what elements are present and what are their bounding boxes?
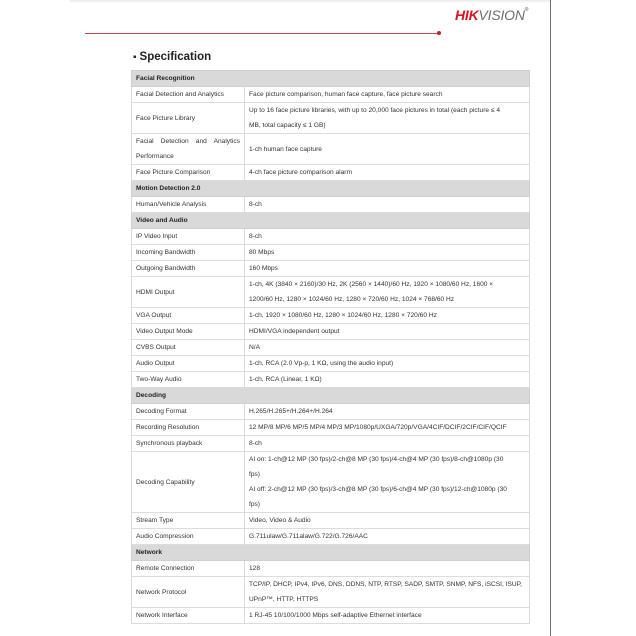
table-row [132,404,530,420]
table-row [132,277,530,308]
spec-value-line: 8-ch [249,440,262,447]
spec-value [245,436,530,452]
table-row [132,87,530,103]
spec-value [245,561,530,577]
spec-value-line: 8-ch [249,233,262,240]
spec-key: VGA Output [132,308,245,324]
spec-key: Network Protocol [132,577,245,608]
spec-value-line: N/A [249,344,260,351]
spec-value-line: H.265/H.265+/H.264+/H.264 [249,408,333,415]
table-row [132,372,530,388]
spec-value [245,608,530,624]
spec-value-line: 8-ch [249,201,262,208]
spec-key: Human/Vehicle Analysis [132,197,245,213]
spec-key-line: Facial Detection and Analytics [136,138,240,145]
spec-value [245,245,530,261]
spec-value-line: 160 Mbps [249,265,278,272]
spec-key: Audio Output [132,356,245,372]
spec-value-line: AI off: 2-ch@12 MP (30 fps)/3-ch@8 MP (30 fps)/6-ch@4 MP (30 fps)/12-ch@1080p (30 [249,486,507,493]
spec-value-line: HDMI/VGA independent output [249,328,340,335]
spec-value-line: 1-ch, 4K (3840 × 2160)/30 Hz, 2K (2560 × 1440)/60 Hz, 1920 × 1080/60 Hz, 1600 × [249,281,494,288]
table-row [132,529,530,545]
spec-key: Network Interface [132,608,245,624]
table-row [132,436,530,452]
spec-value [245,452,530,513]
spec-value [245,277,530,308]
header-divider-line [85,33,437,34]
table-row [132,134,530,165]
spec-value-line: G.711ulaw/G.711alaw/G.722/G.726/AAC [249,533,368,540]
spec-key: Audio Compression [132,529,245,545]
spec-key: Decoding Capability [132,452,245,513]
section-title [133,51,211,63]
spec-value-line: 128 [249,565,261,572]
table-row [132,103,530,134]
group-label: Video and Audio [132,213,530,229]
spec-value-line: 1-ch, RCA (2.0 Vp-p, 1 KΩ, using the audio input) [249,360,394,367]
spec-key: Incoming Bandwidth [132,245,245,261]
table-row [132,229,530,245]
table-group-header [132,71,530,87]
spec-key: Remote Connection [132,561,245,577]
spec-value [245,513,530,529]
table-row [132,561,530,577]
group-label: Decoding [132,388,530,404]
spec-value-line: Up to 16 face picture libraries, with up to 20,000 face pictures in total (each picture ≤ 4 [249,107,501,114]
spec-value [245,87,530,103]
spec-value-line: fps) [249,501,260,508]
spec-key: HDMI Output [132,277,245,308]
table-row [132,452,530,513]
spec-value-line: 1-ch, 1920 × 1080/60 Hz, 1280 × 1024/60 Hz, 1280 × 720/60 Hz [249,312,437,319]
spec-value-line: 1-ch, RCA (Linear, 1 KΩ) [249,376,322,383]
logo-hik: HIK [455,7,479,23]
table-row [132,608,530,624]
spec-value [245,372,530,388]
page-right-edge [550,0,551,636]
group-label: Motion Detection 2.0 [132,181,530,197]
bullet-icon: ▪ [133,52,137,63]
table-row [132,420,530,436]
spec-key: Stream Type [132,513,245,529]
spec-value [245,420,530,436]
spec-key: Video Output Mode [132,324,245,340]
spec-value [245,308,530,324]
header-divider-dot [437,31,441,35]
spec-value [245,229,530,245]
spec-value [245,404,530,420]
table-row [132,261,530,277]
spec-value [245,134,530,165]
spec-value [245,356,530,372]
table-group-header [132,388,530,404]
table-row [132,577,530,608]
spec-key: Face Picture Library [132,103,245,134]
spec-key: Outgoing Bandwidth [132,261,245,277]
spec-value-line: Video, Video & Audio [249,517,311,524]
spec-key: IP Video Input [132,229,245,245]
spec-key: Two-Way Audio [132,372,245,388]
spec-value-line: 4-ch face picture comparison alarm [249,169,352,176]
spec-key: Synchronous playback [132,436,245,452]
page-top-edge [70,0,550,3]
spec-value-line: 12 MP/8 MP/6 MP/5 MP/4 MP/3 MP/1080p/UXGA/720p/VGA/4CIF/DCIF/2CIF/CIF/QCIF [249,424,507,431]
table-row [132,165,530,181]
spec-key: Decoding Format [132,404,245,420]
spec-value-line: TCP/IP, DHCP, IPv4, IPv6, DNS, DDNS, NTP, RTSP, SADP, SMTP, SNMP, NFS, iSCSI, ISUP, [249,581,522,588]
table-row [132,324,530,340]
spec-value [245,165,530,181]
table-row [132,513,530,529]
section-title-text: Specification [139,51,212,63]
spec-key-line: Performance [136,153,174,160]
spec-key: Recording Resolution [132,420,245,436]
hikvision-logo [455,7,528,23]
spec-value [245,529,530,545]
spec-value-line: 1 RJ-45 10/100/1000 Mbps self-adaptive Ethernet interface [249,612,422,619]
table-row [132,308,530,324]
spec-value [245,324,530,340]
spec-value [245,340,530,356]
spec-value [245,197,530,213]
group-label: Facial Recognition [132,71,530,87]
spec-value-line: Face picture comparison, human face capture, face picture search [249,91,443,98]
spec-value-line: MB, total capacity ≤ 1 GB) [249,122,326,129]
spec-value-line: 1200/60 Hz, 1280 × 1024/60 Hz, 1280 × 720/60 Hz, 1024 × 768/60 Hz [249,296,455,303]
spec-key [132,134,245,165]
spec-key: CVBS Output [132,340,245,356]
spec-key: Face Picture Comparison [132,165,245,181]
table-row [132,340,530,356]
table-row [132,197,530,213]
spec-key: Facial Detection and Analytics [132,87,245,103]
logo-vision: VISION [478,7,525,23]
spec-value [245,577,530,608]
specification-table [131,70,530,624]
table-row [132,356,530,372]
logo-registered-mark: ® [524,7,529,13]
spec-value-line: UPnP™, HTTP, HTTPS [249,596,319,603]
spec-value-line: 80 Mbps [249,249,275,256]
table-row [132,245,530,261]
table-group-header [132,213,530,229]
spec-value [245,103,530,134]
table-group-header [132,181,530,197]
table-group-header [132,545,530,561]
group-label: Network [132,545,530,561]
spec-value-line: 1-ch human face capture [249,145,322,153]
spec-value-line: fps) [249,471,260,478]
spec-value [245,261,530,277]
spec-value-line: AI on: 1-ch@12 MP (30 fps)/2-ch@8 MP (30 fps)/4-ch@4 MP (30 fps)/8-ch@1080p (30 [249,456,504,463]
